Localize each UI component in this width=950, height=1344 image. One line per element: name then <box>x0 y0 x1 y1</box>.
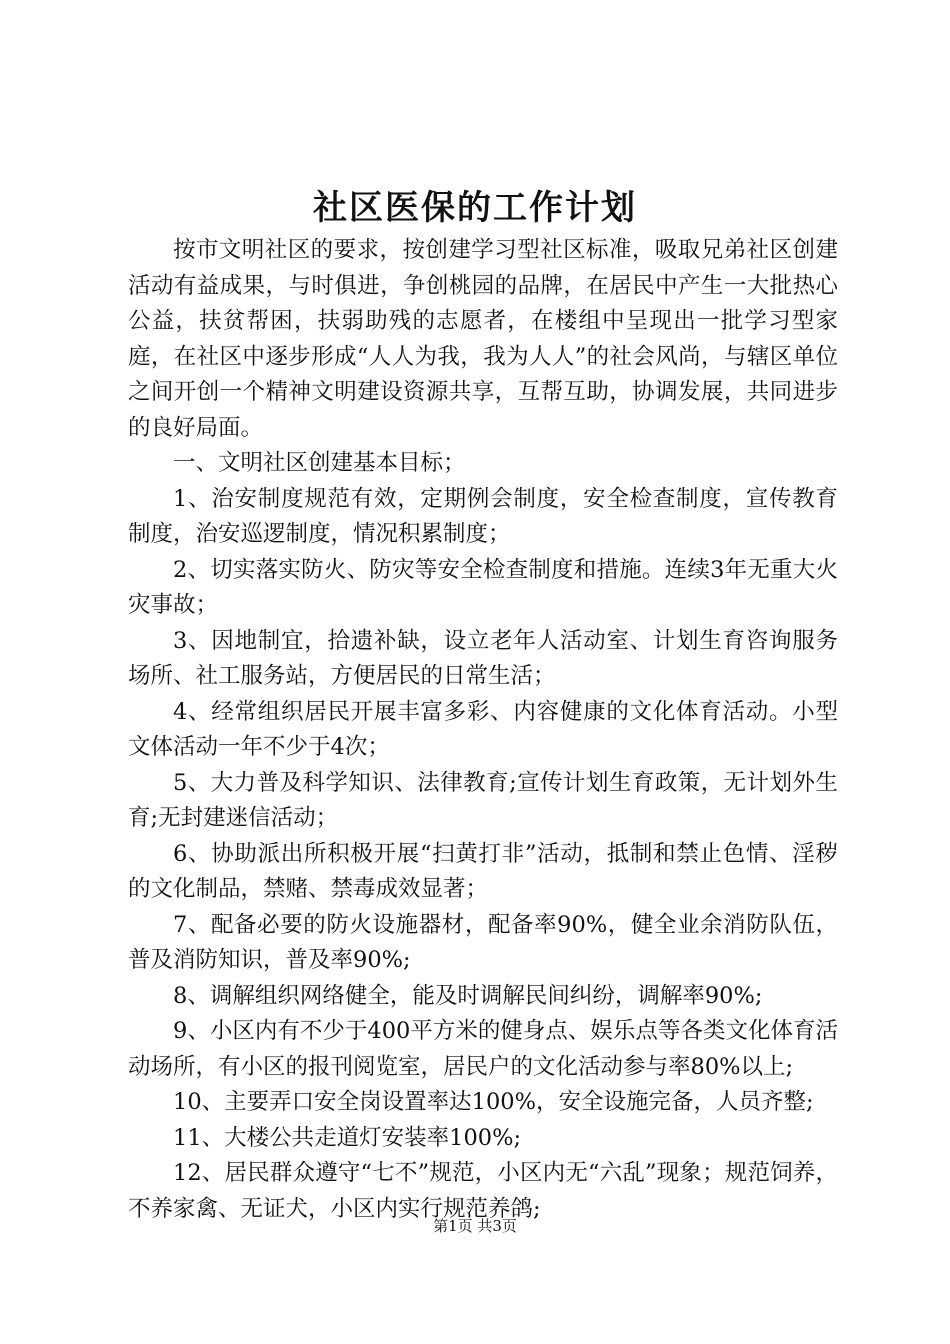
goal-item-6: 6、协助派出所积极开展“扫黄打非”活动，抵制和禁止色情、淫秽的文化制品，禁赌、禁毒成效显著； <box>128 840 838 902</box>
document-title: 社区医保的工作计划 <box>313 188 637 228</box>
goal-item-9: 9、小区内有不少于400平方米的健身点、娱乐点等各类文化体育活动场所，有小区的报刊阅览室，居民户的文化活动参与率80%以上; <box>128 1018 838 1080</box>
goal-item-4: 4、经常组织居民开展丰富多彩、内容健康的文化体育活动。小型文体活动一年不少于4次； <box>128 698 838 760</box>
goal-item-12: 12、居民群众遵守“七不”规范，小区内无“六乱”现象；规范饲养，不养家禽、无证犬，小区内实行规范养鸽; <box>128 1160 838 1222</box>
goal-item-11: 11、大楼公共走道灯安装率100%; <box>173 1124 522 1151</box>
intro-paragraph: 按市文明社区的要求，按创建学习型社区标准，吸取兄弟社区创建活动有益成果，与时俱进，争创桃园的品牌，在居民中产生一大批热心公益，扶贫帮困，扶弱助残的志愿者，在楼组中呈现出一批学习型家庭，在社区中逐步形成“人人为我，我为人人”的社会风尚，与辖区单位之间开创一个精神文明建设资源共享，互帮互助，协调发展，共同进步的良好局面。 <box>128 237 838 441</box>
goal-item-10: 10、主要弄口安全岗设置率达100%，安全设施完备，人员齐整; <box>173 1089 814 1115</box>
document-body <box>128 233 838 1227</box>
goal-item-7: 7、配备必要的防火设施器材，配备率90%，健全业余消防队伍，普及消防知识，普及率90%; <box>128 911 838 973</box>
goal-item-1: 1、治安制度规范有效，定期例会制度，安全检查制度，宣传教育制度，治安巡逻制度，情况积累制度； <box>128 485 838 547</box>
goal-item-5: 5、大力普及科学知识、法律教育;宣传计划生育政策，无计划外生育;无封建迷信活动； <box>128 769 838 831</box>
goal-item-3: 3、因地制宜，拾遗补缺，设立老年人活动室、计划生育咨询服务场所、社工服务站，方便居民的日常生活； <box>128 627 838 689</box>
goal-item-2: 2、切实落实防火、防灾等安全检查制度和措施。连续3年无重大火灾事故； <box>128 556 838 618</box>
page-footer: 第1页 共3页 <box>433 1217 517 1235</box>
goal-item-8: 8、调解组织网络健全，能及时调解民间纠纷，调解率90%; <box>173 982 763 1009</box>
section-heading: 一、文明社区创建基本目标； <box>173 450 466 476</box>
